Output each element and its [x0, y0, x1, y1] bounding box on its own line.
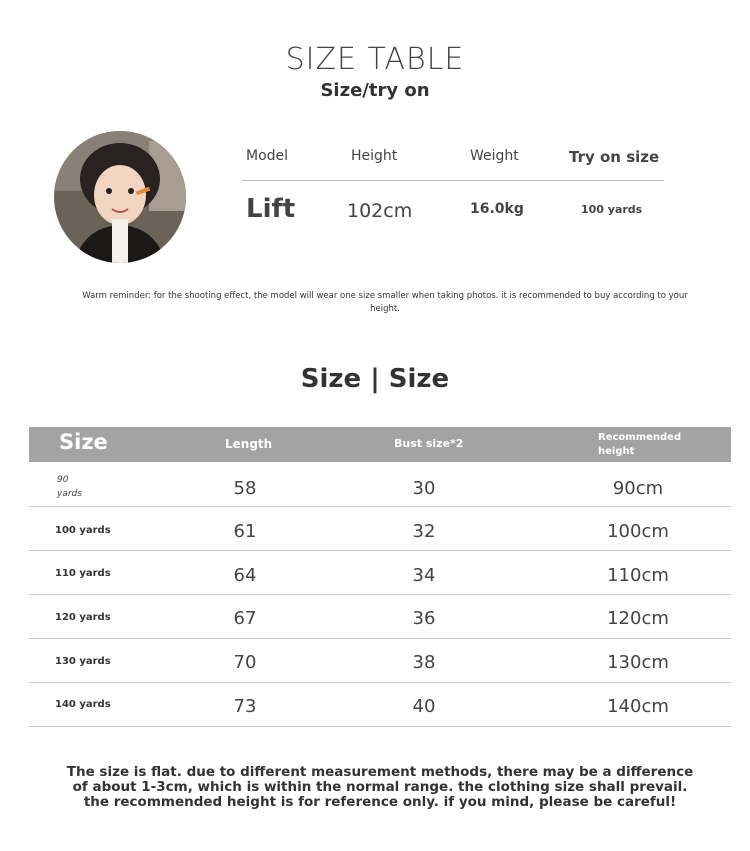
length-cell: 70 — [233, 652, 257, 673]
header-bust: Bust size*2 — [394, 437, 464, 450]
length-cell: 64 — [233, 565, 257, 586]
model-name: Lift — [246, 194, 296, 224]
model-weight: 16.0kg — [470, 201, 524, 217]
model-header-height: Height — [351, 148, 398, 164]
row-divider — [29, 638, 731, 639]
height-cell: 110cm — [607, 565, 669, 586]
size-cell: 140 yards — [55, 699, 111, 710]
model-size: 100 yards — [581, 203, 643, 216]
size-heading: Size | Size — [300, 364, 450, 394]
length-cell: 67 — [233, 608, 257, 629]
warm-reminder: Warm reminder: for the shooting effect, the model will wear one size smaller when taking photos. it is recommended to buy according to your height. — [82, 291, 688, 314]
bust-cell: 38 — [412, 652, 436, 673]
length-cell: 61 — [233, 521, 257, 542]
model-photo — [54, 131, 186, 263]
header-rec-line2: height — [598, 446, 635, 457]
header-recommended-height — [598, 431, 681, 459]
row-divider — [29, 506, 731, 507]
bust-cell: 32 — [412, 521, 436, 542]
bust-cell: 30 — [412, 478, 436, 499]
row-divider — [29, 594, 731, 595]
header-size: Size — [59, 430, 108, 454]
height-cell: 130cm — [607, 652, 669, 673]
height-cell: 90cm — [612, 478, 664, 499]
height-cell: 120cm — [607, 608, 669, 629]
row-divider — [29, 726, 731, 727]
row-divider — [29, 550, 731, 551]
header-rec-line1: Recommended — [598, 432, 682, 443]
model-height: 102cm — [347, 200, 413, 222]
size-cell: 120 yards — [55, 612, 111, 623]
height-cell: 100cm — [607, 521, 669, 542]
length-cell: 58 — [233, 478, 257, 499]
size-cell: 130 yards — [55, 656, 111, 667]
model-header-size: Try on size — [569, 148, 660, 166]
page-title: SIZE TABLE — [285, 42, 465, 77]
size-cell: 100 yards — [55, 525, 111, 536]
size-cell-first — [57, 473, 82, 501]
bust-cell: 34 — [412, 565, 436, 586]
length-cell: 73 — [233, 696, 257, 717]
height-cell: 140cm — [607, 696, 669, 717]
page-subtitle: Size/try on — [320, 80, 430, 101]
model-divider — [242, 180, 664, 181]
footer-note: The size is flat. due to different measurement methods, there may be a difference of about 1-3cm, which is within the normal range. the clothing size shall prevail. the recommended height is for reference only. if you mind, please be careful! — [66, 764, 694, 810]
header-length: Length — [225, 437, 273, 451]
model-header-model: Model — [246, 148, 289, 164]
model-header-weight: Weight — [470, 148, 519, 164]
bust-cell: 36 — [412, 608, 436, 629]
row-divider — [29, 682, 731, 683]
bust-cell: 40 — [412, 696, 436, 717]
first-size-line1: 90 — [57, 475, 69, 485]
size-cell: 110 yards — [55, 568, 111, 579]
first-size-line2: yards — [57, 489, 82, 499]
